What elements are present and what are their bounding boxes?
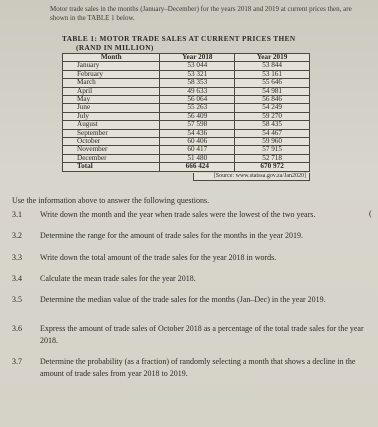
margin-mark: ( [369,209,372,218]
sales-2018-cell: 60 406 [160,138,235,146]
sales-2019-cell: 52 718 [235,154,310,162]
month-cell: July [63,112,160,120]
total-label: Total [63,163,160,171]
sales-2018-cell: 56 064 [160,96,235,104]
sales-2018-cell: 54 436 [160,129,235,137]
question-number: 3.2 [12,231,22,240]
header-year-2018: Year 2018 [160,54,235,62]
question-text: Determine the median value of the trade sales for the months (Jan–Dec) in the year 2019. [40,295,326,304]
month-cell: August [63,121,160,129]
sales-2019-cell: 53 161 [235,70,310,78]
sales-2019-cell: 59 270 [235,112,310,120]
sales-2019-cell: 57 915 [235,146,310,154]
table-title-units: (RAND IN MILLION) [76,42,154,52]
month-cell: November [63,146,160,154]
month-cell: October [63,138,160,146]
question-text: Write down the month and the year when trade sales were the lowest of the two years. [40,210,316,219]
sales-table [62,53,310,172]
table-row [63,79,310,87]
question-text: Determine the probability (as a fraction) of randomly selecting a month that shows a decline in the amount of trade sales from year 2018 to 2019. [40,357,356,378]
question-number: 3.4 [12,274,22,283]
sales-2019-cell: 56 846 [235,96,310,104]
sales-2018-cell: 51 480 [160,154,235,162]
sales-2018-cell: 56 409 [160,112,235,120]
month-cell: September [63,129,160,137]
month-cell: December [63,154,160,162]
sales-2018-cell: 55 263 [160,104,235,112]
question-number: 3.6 [12,324,22,333]
month-cell: May [63,96,160,104]
question-number: 3.1 [12,210,22,219]
table-row [63,121,310,129]
question-number: 3.7 [12,357,22,366]
sales-2019-cell: 54 249 [235,104,310,112]
total-2019: 670 972 [235,163,310,171]
sales-2018-cell: 53 044 [160,62,235,70]
table-title [62,35,322,52]
sales-2018-cell: 49 633 [160,87,235,95]
question-text: Express the amount of trade sales of October 2018 as a percentage of the total trade sales for the year 2018. [40,324,364,345]
sales-2019-cell: 58 435 [235,121,310,129]
total-row [63,163,310,171]
month-cell: January [63,62,160,70]
sales-2018-cell: 53 321 [160,70,235,78]
sales-2019-cell: 53 844 [235,62,310,70]
month-cell: February [63,70,160,78]
table-title-main: TABLE 1: MOTOR TRADE SALES AT CURRENT PRICES THEN [62,34,296,43]
sales-2018-cell: 58 353 [160,79,235,87]
month-cell: April [63,87,160,95]
question-text: Write down the total amount of the trade sales for the year 2018 in words. [40,253,277,262]
question-number: 3.5 [12,295,22,304]
month-cell: June [63,104,160,112]
sales-2019-cell: 55 646 [235,79,310,87]
sales-2019-cell: 59 960 [235,138,310,146]
question-text: Determine the range for the amount of trade sales for the months in the year 2019. [40,231,304,240]
source-citation: [Source: www.statssa.gov.za/Jan2020] [193,173,310,181]
question-number: 3.3 [12,253,22,262]
sales-2018-cell: 57 598 [160,121,235,129]
header-month: Month [63,54,160,62]
sales-2018-cell: 60 417 [160,146,235,154]
instruction-text: Use the information above to answer the following questions. [12,196,210,205]
month-cell: March [63,79,160,87]
total-2018: 666 424 [160,163,235,171]
intro-text: Motor trade sales in the months (January–December) for the years 2018 and 2019 at current prices then, are shown in the TABLE 1 below. [50,5,352,22]
header-year-2019: Year 2019 [235,54,310,62]
sales-2019-cell: 54 981 [235,87,310,95]
question-text: Calculate the mean trade sales for the year 2018. [40,274,196,283]
sales-2019-cell: 54 467 [235,129,310,137]
